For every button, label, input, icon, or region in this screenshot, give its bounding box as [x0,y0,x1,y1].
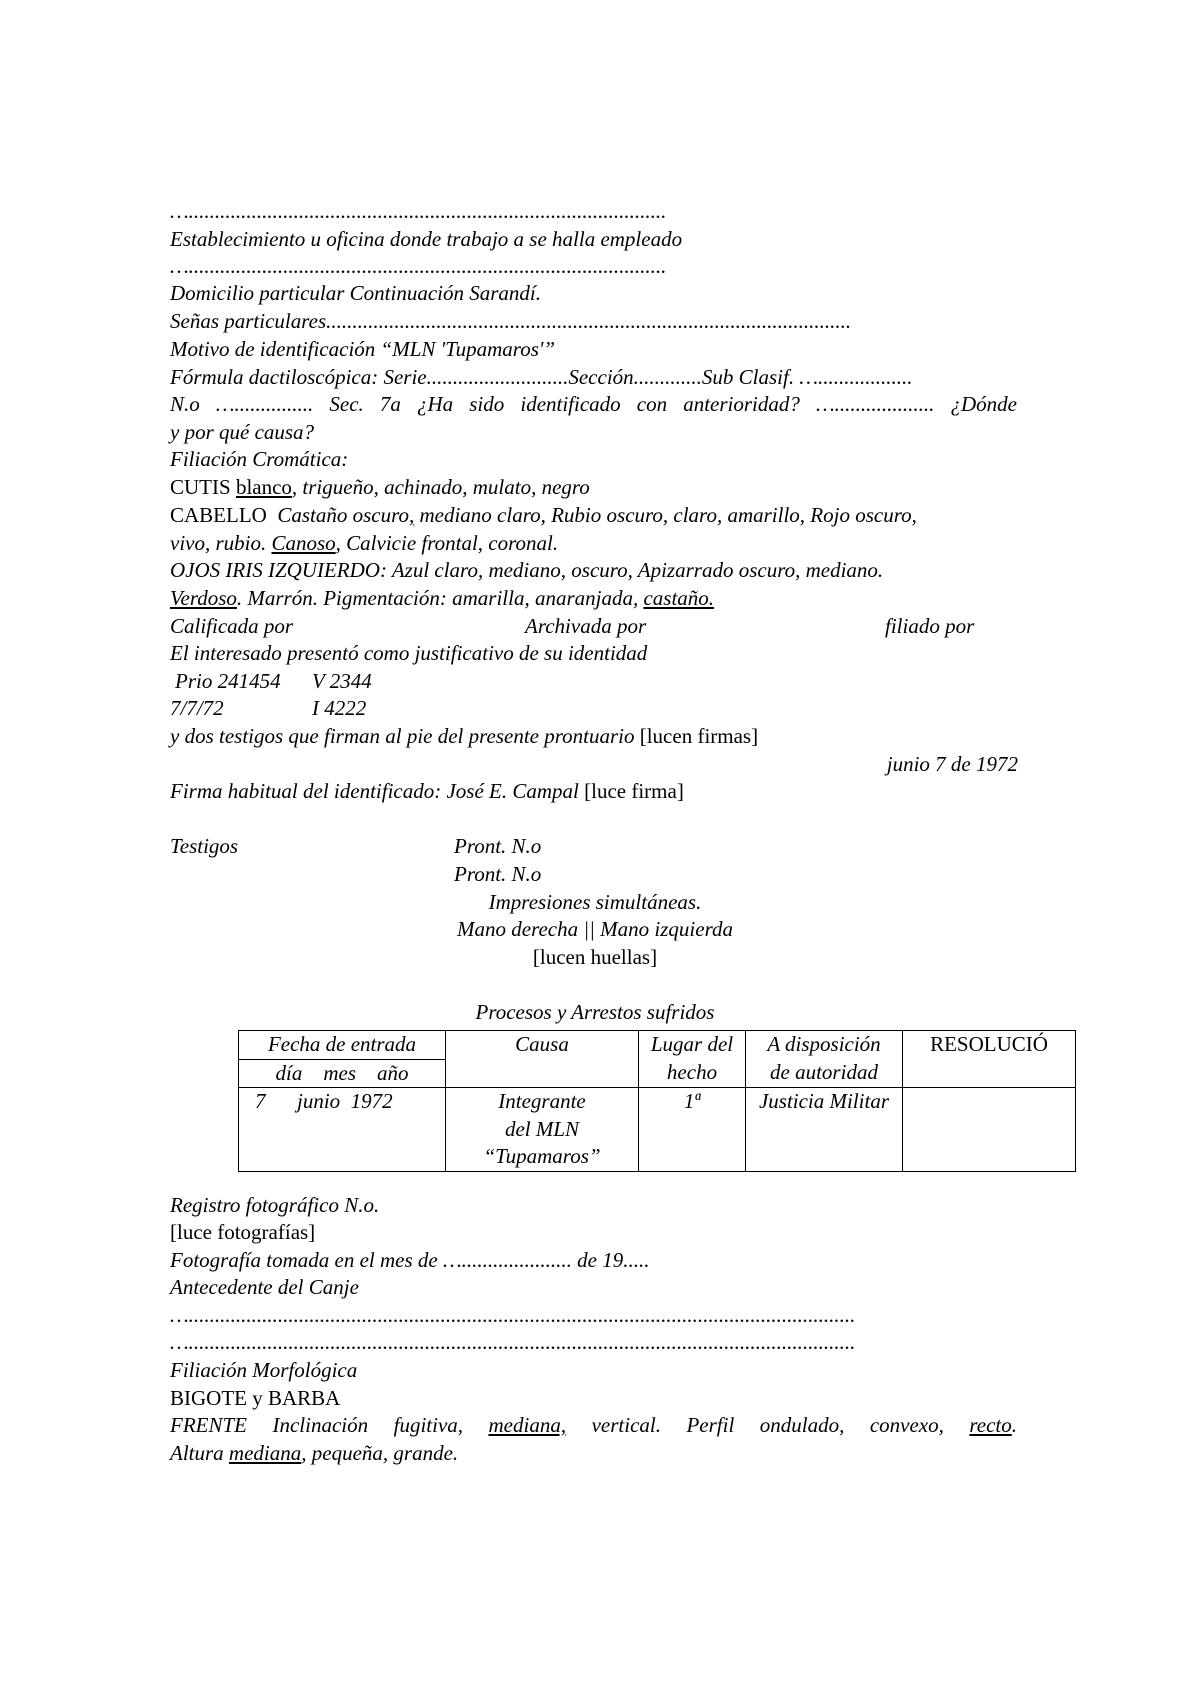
testigos-firman-text: y dos testigos que firman al pie del presente prontuario [170,724,635,748]
cabello-options-3: , Calvicie frontal, coronal. [335,531,559,555]
header-lugar-2: hecho [666,1059,718,1084]
senas-line: Señas particulares.................................................................................................... [170,309,852,333]
cabello-comma: , [408,503,415,527]
castano-selected: castaño. [643,586,715,610]
header-causa: Causa [446,1031,639,1088]
v-value: V 2344 [312,669,372,693]
antecedente-line: Antecedente del Canje [170,1275,359,1299]
verdoso-selected: Verdoso [170,586,237,610]
altura-selected: mediana [228,1441,302,1465]
cutis-label: CUTIS [170,475,231,499]
pront-no-2: Pront. N.o [454,862,542,886]
header-lugar-1: Lugar del [650,1032,734,1056]
table-row [239,1088,1076,1172]
table-header-row [239,1031,1076,1060]
filiacion-morfologica-heading: Filiación Morfológica [170,1358,358,1382]
domicilio-line: Domicilio particular Continuación Sarandí. [170,281,541,305]
pront-no-1: Pront. N.o [454,834,542,858]
altura-line [170,1440,458,1468]
dotted-line: …............................................................................................................................... [170,1330,856,1354]
cabello-label: CABELLO [170,503,267,527]
prio-value: Prio 241454 [175,669,281,693]
establecimiento-line: Establecimiento u oficina donde trabajo a se halla empleado [170,227,683,251]
manos-line: Mano derecha || Mano izquierda [457,917,733,941]
lucen-huellas-note: [lucen huellas] [532,945,658,969]
firma-habitual-line [170,778,684,806]
header-disposicion-1: A disposición [767,1032,881,1056]
causa-line: y por qué causa? [170,420,315,444]
altura-label: Altura [170,1441,229,1465]
frente-options: vertical. Perfil ondulado, convexo, [566,1413,970,1437]
cell-resolucion [903,1088,1076,1172]
cell-disposicion: Justicia Militar [746,1088,903,1172]
cabello-selected: Castaño oscuro [277,503,409,527]
i-value: I 4222 [312,696,367,720]
frente-line [170,1412,1017,1440]
header-disposicion [746,1031,903,1088]
cutis-line [170,474,590,502]
cabello-options: mediano claro, Rubio oscuro, claro, amarillo, Rojo oscuro, [414,503,917,527]
identificado-line: N.o …............... Sec. 7a ¿Ha sido identificado con anterioridad? …................... ¿Dónde [170,392,1017,416]
perfil-selected: recto [969,1413,1012,1437]
frente-text: FRENTE Inclinación fugitiva, [170,1413,489,1437]
ojos-line: OJOS IRIS IZQUIERDO: Azul claro, mediano, oscuro, Apizarrado oscuro, mediano. [170,558,884,582]
formula-line: Fórmula dactiloscópica: Serie...........................Sección.............Sub Clasif. ….................. [170,365,913,389]
cabello-options-2: vivo, rubio. [170,531,272,555]
filiado-label: filiado por [885,614,975,638]
testigos-firman-line [170,723,758,751]
archivada-label: Archivada por [525,614,647,638]
cell-causa-3: “Tupamaros” [483,1144,601,1168]
cell-fecha: 7 junio 1972 [239,1088,446,1172]
lucen-firmas-note: [lucen firmas] [639,724,759,748]
cutis-selected: blanco [235,475,292,499]
cell-causa [446,1088,639,1172]
frente-end: . [1011,1413,1017,1437]
registro-line: Registro fotográfico N.o. [170,1193,380,1217]
cabello-line-2 [170,530,558,558]
header-disposicion-2: de autoridad [770,1059,878,1084]
cutis-options: , trigueño, achinado, mulato, negro [291,475,590,499]
dotted-line: …........................................................................................... [170,254,667,278]
fotografia-tomada-line: Fotografía tomada en el mes de …..................... de 19..... [170,1248,650,1272]
impresiones-heading: Impresiones simultáneas. [488,890,702,914]
bigote-line: BIGOTE y BARBA [170,1386,341,1410]
luce-fotografias-note: [luce fotografías] [170,1220,316,1244]
altura-options: , pequeña, grande. [301,1441,459,1465]
canoso-selected: Canoso [271,531,336,555]
date-long: junio 7 de 1972 [886,752,1018,776]
date-short: 7/7/72 [170,696,224,720]
dotted-line: …........................................................................................... [170,199,667,223]
header-fecha: Fecha de entrada [239,1031,446,1060]
frente-selected: mediana, [488,1413,567,1437]
cell-causa-2: del MLN [504,1116,580,1141]
luce-firma-note: [luce firma] [584,779,684,803]
calificada-label: Calificada por [170,614,294,638]
testigos-label: Testigos [170,834,239,858]
header-fecha-sub: día mes año [239,1059,446,1088]
motivo-line: Motivo de identificación “MLN 'Tupamaros'” [170,337,556,361]
cabello-line [170,502,917,530]
cell-lugar: 1ª [639,1088,746,1172]
dotted-line: …............................................................................................................................... [170,1303,856,1327]
cell-causa-1: Integrante [498,1089,586,1113]
header-resolucion: RESOLUCIÓ [903,1031,1076,1088]
header-lugar [639,1031,746,1088]
pigmentacion-options: . Marrón. Pigmentación: amarilla, anaranjada, [236,586,644,610]
arrests-table [238,1030,1076,1172]
procesos-title: Procesos y Arrestos sufridos [475,1000,715,1024]
interesado-line: El interesado presentó como justificativo de su identidad [170,641,648,665]
filiacion-cromatica-heading: Filiación Cromática: [170,447,349,471]
ojos-line-2 [170,585,714,613]
firma-habitual-text: Firma habitual del identificado: José E. Campal [170,779,579,803]
